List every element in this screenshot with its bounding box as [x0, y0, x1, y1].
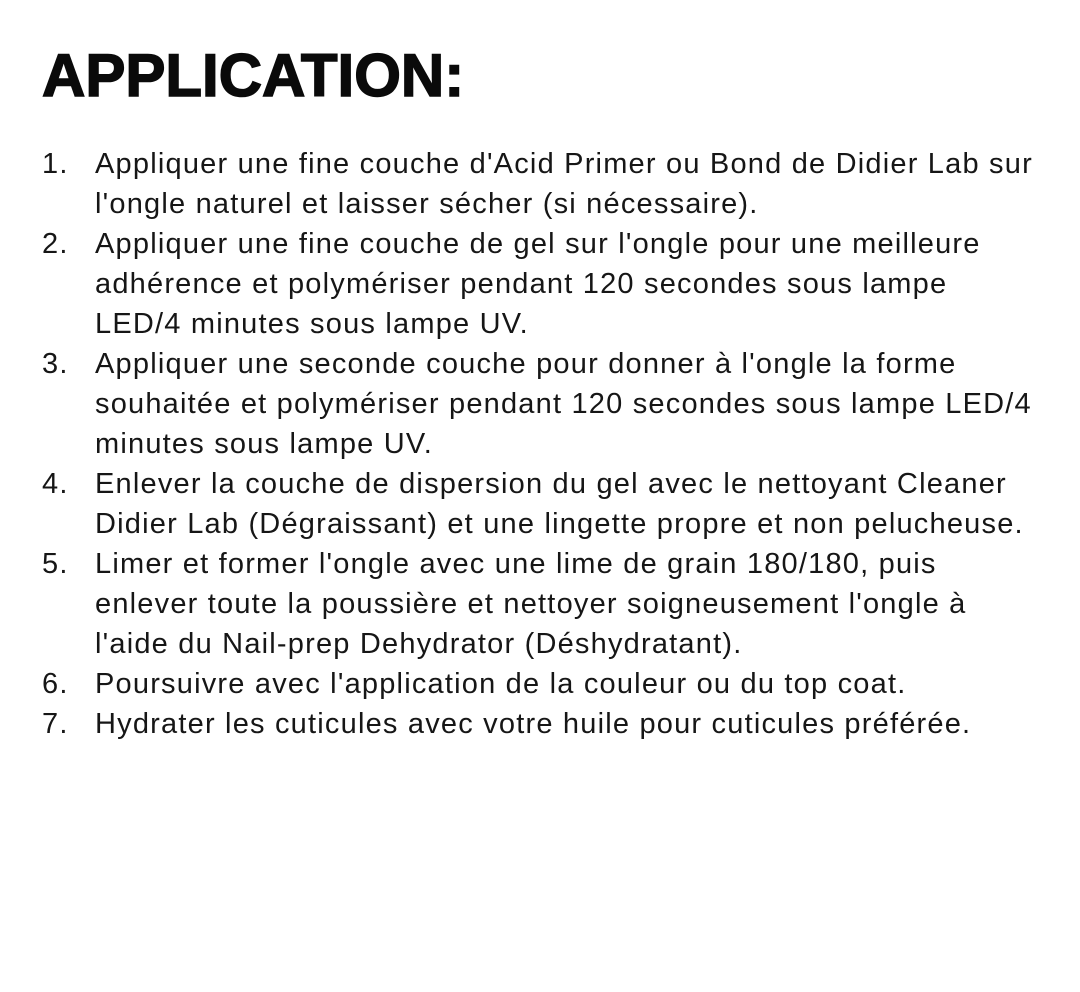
step-text: Enlever la couche de dispersion du gel avec le nettoyant Cleaner Didier Lab (Dégraissant) et une lingette propre et non pelucheuse.	[95, 468, 1024, 540]
application-step	[42, 464, 1036, 544]
step-number: 4.	[42, 468, 69, 500]
application-step	[42, 664, 1036, 704]
application-step	[42, 144, 1036, 224]
step-text: Appliquer une seconde couche pour donner à l'ongle la forme souhaitée et polymériser pendant 120 secondes sous lampe LED/4 minutes sous lampe UV.	[95, 348, 1032, 460]
step-text: Hydrater les cuticules avec votre huile pour cuticules préférée.	[95, 708, 972, 740]
step-text: Appliquer une fine couche d'Acid Primer ou Bond de Didier Lab sur l'ongle naturel et laisser sécher (si nécessaire).	[95, 148, 1033, 220]
application-step	[42, 224, 1036, 344]
step-number: 1.	[42, 148, 69, 180]
application-step	[42, 704, 1036, 744]
step-number: 2.	[42, 228, 69, 260]
page-title: APPLICATION:	[42, 42, 465, 109]
step-number: 7.	[42, 708, 69, 740]
step-number: 5.	[42, 548, 69, 580]
step-text: Appliquer une fine couche de gel sur l'ongle pour une meilleure adhérence et polymériser pendant 120 secondes sous lampe LED/4 minutes sous lampe UV.	[95, 228, 981, 340]
step-number: 3.	[42, 348, 69, 380]
step-text: Poursuivre avec l'application de la couleur ou du top coat.	[95, 668, 907, 700]
application-step	[42, 544, 1036, 664]
application-steps-list	[42, 144, 1036, 744]
step-text: Limer et former l'ongle avec une lime de grain 180/180, puis enlever toute la poussière et nettoyer soigneusement l'ongle à l'aide du Nail-prep Dehydrator (Déshydratant).	[95, 548, 967, 660]
step-number: 6.	[42, 668, 69, 700]
application-step	[42, 344, 1036, 464]
